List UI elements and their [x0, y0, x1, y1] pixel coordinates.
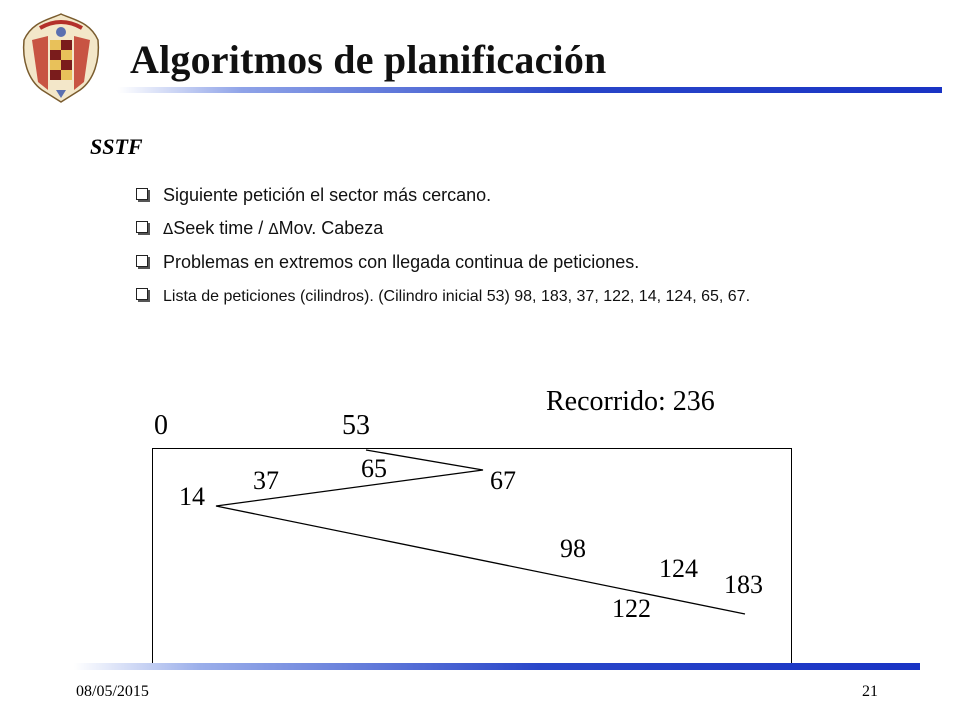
- slide-title: Algoritmos de planificación: [130, 37, 607, 82]
- cylinder-label: 122: [612, 594, 651, 623]
- delta-symbol: Δ: [163, 220, 174, 238]
- footer-divider: [74, 663, 920, 670]
- cylinder-label: 37: [253, 466, 279, 495]
- cylinder-label: 98: [560, 534, 586, 563]
- delta-symbol: Δ: [268, 220, 279, 238]
- footer-date: 08/05/2015: [76, 683, 149, 700]
- bullet-text: Siguiente petición el sector más cercano.: [163, 185, 492, 205]
- axis-start-label: 0: [154, 410, 168, 441]
- bullet-text: Problemas en extremos con llegada continua de peticiones.: [163, 252, 640, 272]
- cylinder-label: 65: [361, 454, 387, 483]
- total-seek-distance: Recorrido: 236: [546, 386, 715, 417]
- bullet-text: Lista de peticiones (cilindros). (Cilindro inicial 53) 98, 183, 37, 122, 14, 124, 65, 67.: [163, 288, 751, 305]
- initial-cylinder-label: 53: [342, 410, 370, 441]
- slide-subtitle: SSTF: [90, 134, 143, 159]
- head-movement-line: [216, 450, 745, 614]
- cylinder-label: 67: [490, 466, 516, 495]
- bullet-text: Mov. Cabeza: [278, 218, 384, 238]
- bullet-text: Seek time /: [173, 218, 269, 238]
- cylinder-label: 183: [724, 570, 763, 599]
- cylinder-label: 124: [659, 554, 698, 583]
- page-number: 21: [862, 683, 878, 700]
- cylinder-label: 14: [179, 482, 205, 511]
